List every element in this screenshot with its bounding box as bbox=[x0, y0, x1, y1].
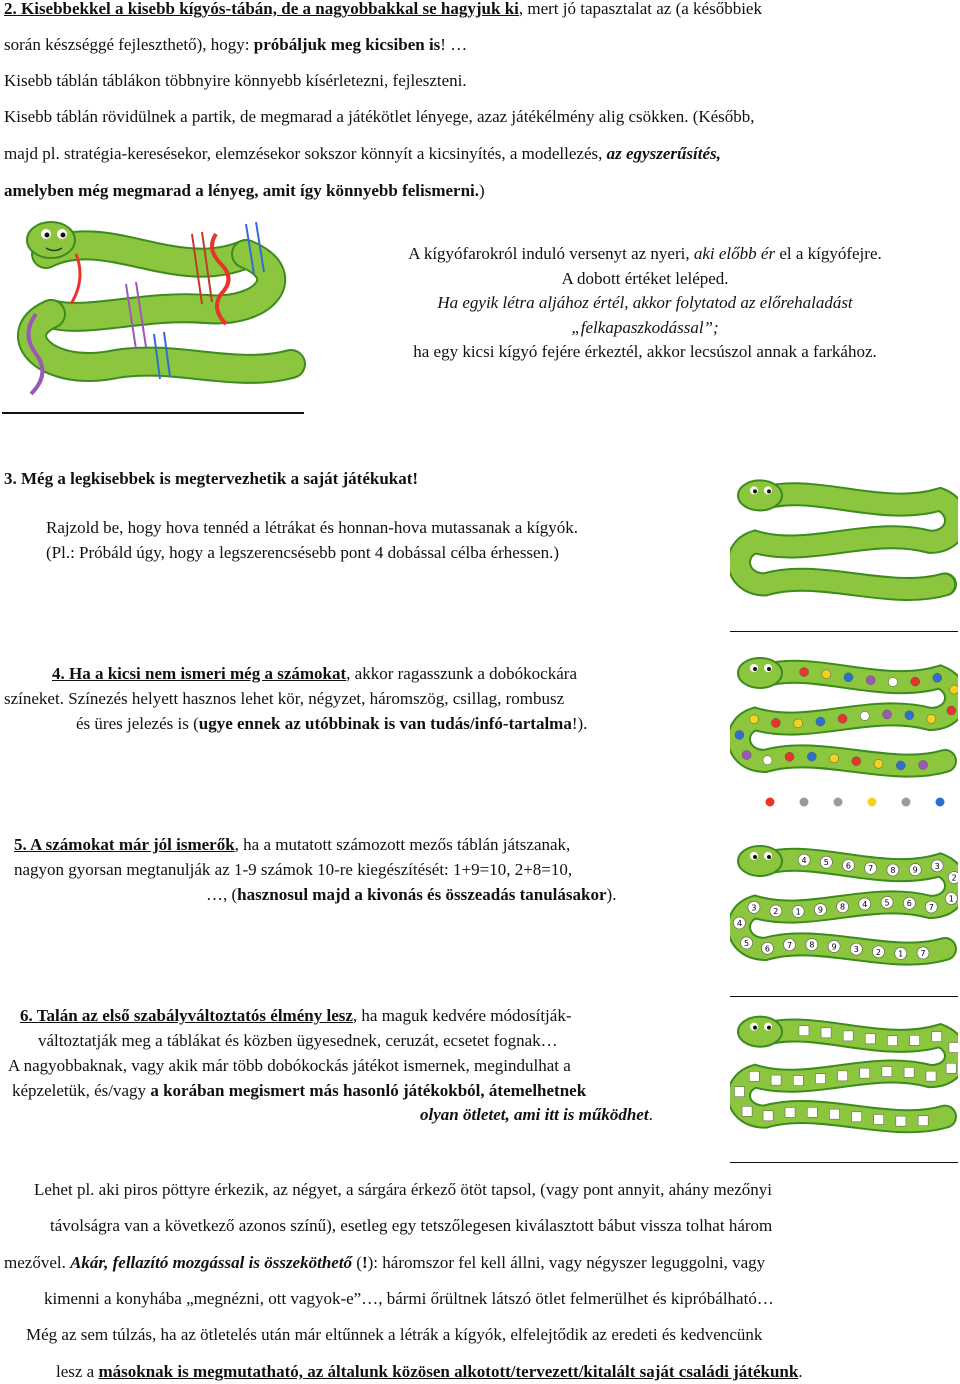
board-dot bbox=[896, 761, 905, 770]
s4-line-1-b: , akkor ragasszunk a dobókockára bbox=[346, 664, 577, 683]
rule-line-4: „felkapaszkodással”; bbox=[571, 318, 719, 337]
board-number: 7 bbox=[786, 940, 793, 950]
s5-line-1-b: , ha a mutatott számozott mezős táblán játszanak, bbox=[234, 835, 571, 854]
s2-line-5-a: majd pl. stratégia-keresésekor, elemzésekor sokszor könnyít a kicsinyítés, a modellezés, bbox=[4, 144, 607, 163]
legend-dot bbox=[766, 798, 775, 807]
board-dot bbox=[919, 760, 928, 769]
board-square bbox=[838, 1071, 848, 1081]
board-square bbox=[918, 1116, 928, 1126]
board-square bbox=[793, 1076, 803, 1086]
s2-line-3: Kisebb táblán táblákon többnyire könnyebb kísérletezni, fejleszteni. bbox=[4, 71, 467, 90]
bottom-line-5: Még az sem túlzás, ha az ötletelés után már eltűnnek a létrák a kígyók, elfelejtődik az eredeti és kedvencünk bbox=[26, 1325, 763, 1344]
s3-title: 3. Még a legkisebbek is megtervezhetik a saját játékukat! bbox=[4, 469, 419, 488]
legend-dot bbox=[902, 798, 911, 807]
board-square bbox=[829, 1109, 839, 1119]
s6-line-1 bbox=[20, 1005, 571, 1027]
board-square bbox=[816, 1074, 826, 1084]
white-squares-board-image bbox=[730, 1000, 958, 1162]
snake-head bbox=[738, 658, 782, 688]
board-number: 6 bbox=[906, 899, 912, 909]
board-number: 2 bbox=[951, 873, 957, 883]
board-number: 3 bbox=[934, 861, 940, 871]
s4-line-3-c: !). bbox=[571, 714, 588, 733]
s6-title: 6. Talán az első szabályváltoztatós élmény lesz bbox=[20, 1006, 353, 1025]
board-dot bbox=[785, 752, 794, 761]
board-dot bbox=[763, 756, 772, 765]
bottom-line-3-e: ): háromszor fel kell állni, vagy négyszer leguggolni, vagy bbox=[367, 1253, 766, 1272]
board-number: 6 bbox=[845, 861, 852, 871]
board-square bbox=[843, 1031, 853, 1041]
board-number: 9 bbox=[831, 942, 837, 952]
board-number: 8 bbox=[890, 865, 896, 875]
snake-pupil bbox=[767, 1026, 771, 1030]
s5-line-3-c: ). bbox=[606, 885, 617, 904]
s2-line-5-b: az egyszerűsítés, bbox=[606, 144, 721, 163]
snakes-ladders-board-image bbox=[6, 214, 306, 396]
board-dot bbox=[860, 711, 869, 720]
board-square bbox=[799, 1026, 809, 1036]
bottom-line-3-c: ( bbox=[352, 1253, 362, 1272]
board-dot bbox=[888, 677, 897, 686]
board-number: 9 bbox=[912, 865, 918, 875]
s5-line-3 bbox=[206, 884, 616, 906]
board-square bbox=[887, 1036, 897, 1046]
board-number: 7 bbox=[868, 864, 874, 874]
board-dot bbox=[933, 673, 942, 682]
board-number: 1 bbox=[795, 907, 801, 917]
board-number: 5 bbox=[884, 898, 890, 908]
s2-line-2 bbox=[4, 34, 467, 56]
s4-line-3 bbox=[76, 713, 587, 735]
board-dot bbox=[816, 717, 825, 726]
board-square bbox=[882, 1067, 892, 1077]
bottom-line-4: kimenni a konyhába „megnézni, ott vagyok-e”…, bármi őrültnek látszó ötlet felmerülhet és kipróbálható… bbox=[44, 1289, 774, 1308]
s2-line-6-a: amelyben még megmarad a lényeg, amit így könnyebb felismerni. bbox=[4, 181, 480, 200]
board-dot bbox=[838, 714, 847, 723]
board-number: 3 bbox=[853, 945, 859, 955]
board-square bbox=[771, 1075, 781, 1085]
board-number: 5 bbox=[744, 938, 750, 948]
rule-1-a: A kígyófarokról induló versenyt az nyeri, bbox=[408, 244, 694, 263]
s4-line-1 bbox=[52, 663, 577, 685]
bottom-line-3 bbox=[4, 1252, 765, 1274]
legend-dot bbox=[800, 798, 809, 807]
legend-dot bbox=[834, 798, 843, 807]
s6-line-4 bbox=[12, 1080, 586, 1102]
board-number: 8 bbox=[840, 902, 846, 912]
s6-line-4-a: képzeletük, és/vagy bbox=[12, 1081, 151, 1100]
s6-line-5-a: olyan ötletet, ami itt is működhet bbox=[420, 1105, 649, 1124]
bottom-line-6-a: lesz a bbox=[56, 1362, 99, 1381]
board-5-underline bbox=[730, 1162, 958, 1163]
s6-line-5-b: . bbox=[648, 1105, 653, 1124]
s6-line-1-b: , ha maguk kedvére módosítják- bbox=[352, 1006, 572, 1025]
bottom-line-2: távolságra van a következő azonos színű), esetleg egy tetszőlegesen kiválasztott bábut vissza tolhat három bbox=[50, 1216, 773, 1235]
board-square bbox=[904, 1067, 914, 1077]
s5-line-3-a: …, ( bbox=[206, 885, 238, 904]
board-number: 7 bbox=[920, 948, 926, 958]
snake-pupil bbox=[753, 667, 757, 671]
board-square bbox=[860, 1068, 870, 1078]
board-number: 3 bbox=[751, 903, 757, 913]
board-dot bbox=[852, 757, 861, 766]
s5-line-3-b: hasznosul majd a kivonás és összeadás tanulásakor bbox=[237, 885, 607, 904]
board-number: 1 bbox=[898, 949, 904, 959]
s2-line-6 bbox=[4, 180, 485, 202]
s3-line-2: (Pl.: Próbáld úgy, hogy a legszerencsésebb pont 4 dobással célba érhessen.) bbox=[46, 543, 560, 562]
board-dot bbox=[905, 711, 914, 720]
bottom-line-6 bbox=[56, 1361, 803, 1383]
snake-pupil bbox=[753, 489, 757, 493]
rule-1-c: el a kígyófejre. bbox=[775, 244, 882, 263]
board-dot bbox=[771, 718, 780, 727]
s2-line-1-rest: , mert jó tapasztalat az (a későbbiek bbox=[518, 0, 762, 18]
board-square bbox=[807, 1107, 817, 1117]
board-square bbox=[949, 1043, 958, 1053]
board-2-underline bbox=[730, 631, 958, 632]
board-square bbox=[932, 1032, 942, 1042]
board-dot bbox=[794, 719, 803, 728]
bottom-line-6-c: . bbox=[798, 1362, 803, 1381]
s2-line-2-b: próbáljuk meg kicsiben is bbox=[253, 35, 441, 54]
board-dot bbox=[742, 750, 751, 759]
board-square bbox=[910, 1035, 920, 1045]
snake-pupil bbox=[767, 667, 771, 671]
s4-line-3-b: ugye ennek az utóbbinak is van tudás/infó-tartalma bbox=[198, 714, 572, 733]
board-square bbox=[874, 1114, 884, 1124]
s2-line-1 bbox=[4, 0, 762, 20]
s2-line-5 bbox=[4, 143, 721, 165]
board-number: 4 bbox=[801, 856, 807, 866]
board-dot bbox=[807, 752, 816, 761]
board-number: 4 bbox=[736, 918, 742, 928]
rule-line-5: ha egy kicsi kígyó fejére érkeztél, akkor lecsúszol annak a farkához. bbox=[413, 342, 877, 361]
rule-line-1 bbox=[330, 243, 960, 265]
board-number: 2 bbox=[875, 947, 882, 957]
bottom-line-1: Lehet pl. aki piros pöttyre érkezik, az négyet, a sárgára érkező ötöt tapsol, (vagy pont annyit, ahány mezőnyi bbox=[34, 1180, 772, 1199]
board-square bbox=[896, 1116, 906, 1126]
board-square bbox=[742, 1106, 752, 1116]
board-dot bbox=[950, 685, 958, 694]
s2-line-4: Kisebb táblán rövidülnek a partik, de megmarad a játékötlet lényege, azaz játékélmény alig csökken. (Később, bbox=[4, 107, 755, 126]
board-dot bbox=[735, 730, 744, 739]
snake-pupil bbox=[767, 855, 771, 859]
snake-pupil bbox=[753, 1026, 757, 1030]
s3-line-1: Rajzold be, hogy hova tennéd a létrákat és honnan-hova mutassanak a kígyók. bbox=[46, 518, 579, 537]
board-number: 6 bbox=[764, 944, 771, 954]
s2-line-6-b: ) bbox=[479, 181, 485, 200]
board-number: 8 bbox=[809, 940, 815, 950]
board-square bbox=[821, 1028, 831, 1038]
s2-line-2-c: ! … bbox=[440, 35, 468, 54]
board-square bbox=[946, 1063, 956, 1073]
colored-dots-board-image bbox=[730, 640, 958, 822]
s4-line-2: színeket. Színezés helyett hasznos lehet kör, négyzet, háromszög, csillag, rombusz bbox=[4, 689, 565, 708]
board-dot bbox=[844, 673, 853, 682]
bottom-line-6-b: másoknak is megmutatható, az általunk közösen alkotott/tervezett/kitalált saját családi játékunk bbox=[98, 1362, 799, 1381]
board-dot bbox=[947, 706, 956, 715]
board-dot bbox=[822, 670, 831, 679]
board-number: 5 bbox=[823, 858, 829, 868]
empty-snake-board-image bbox=[730, 462, 958, 632]
board-dot bbox=[927, 714, 936, 723]
board-4-underline bbox=[730, 996, 958, 997]
board-dot bbox=[911, 677, 920, 686]
s5-title: 5. A számokat már jól ismerők bbox=[14, 835, 235, 854]
board-dot bbox=[874, 759, 883, 768]
s4-title: 4. Ha a kicsi nem ismeri még a számokat bbox=[52, 664, 347, 683]
legend-dot bbox=[868, 798, 877, 807]
board-dot bbox=[749, 715, 758, 724]
snake-head bbox=[738, 846, 782, 876]
board-square bbox=[734, 1087, 744, 1097]
board-square bbox=[926, 1071, 936, 1081]
legend-dot bbox=[936, 798, 945, 807]
snake-head bbox=[738, 1017, 782, 1047]
board-square bbox=[749, 1071, 759, 1081]
rule-1-b: aki előbb ér bbox=[693, 244, 776, 263]
numbered-snake-board-image bbox=[730, 828, 958, 996]
bottom-line-3-a: mezővel. bbox=[4, 1253, 71, 1272]
board-number: 9 bbox=[817, 905, 823, 915]
board-number: 2 bbox=[773, 906, 779, 916]
s6-line-4-b: a korában megismert más hasonló játékokból, átemelhetnek bbox=[150, 1081, 587, 1100]
s5-line-2: nagyon gyorsan megtanulják az 1-9 számok 10-re kiegészítését: 1+9=10, 2+8=10, bbox=[14, 860, 573, 879]
board-number: 4 bbox=[862, 899, 868, 909]
s5-line-1 bbox=[14, 834, 570, 856]
horizontal-divider bbox=[2, 412, 304, 414]
board-square bbox=[852, 1112, 862, 1122]
s6-line-5 bbox=[420, 1104, 653, 1126]
board-square bbox=[865, 1034, 875, 1044]
snake-pupil bbox=[767, 489, 771, 493]
s4-line-3-a: és üres jelezés is ( bbox=[76, 714, 199, 733]
board-dot bbox=[883, 710, 892, 719]
board-dot bbox=[866, 676, 875, 685]
s6-line-2: változtatják meg a táblákat és közben ügyesednek, ceruzát, ecsetet fognak… bbox=[38, 1031, 558, 1050]
board-number: 7 bbox=[928, 902, 934, 912]
board-dot bbox=[800, 668, 809, 677]
rule-line-2: A dobott értéket leléped. bbox=[561, 269, 729, 288]
s6-line-3: A nagyobbaknak, vagy akik már több dobókockás játékot ismernek, megindulhat a bbox=[8, 1056, 571, 1075]
board-square bbox=[763, 1111, 773, 1121]
rule-line-3: Ha egyik létra aljához értél, akkor folytatod az előrehaladást bbox=[437, 293, 853, 312]
board-dot bbox=[830, 754, 839, 763]
snake-pupil bbox=[753, 855, 757, 859]
s2-title: 2. Kisebbekkel a kisebb kígyós-tábán, de a nagyobbakkal se hagyjuk ki bbox=[4, 0, 519, 18]
bottom-line-3-b: Akár, fellazító mozgással is összeköthető bbox=[70, 1253, 353, 1272]
bottom-line-3-d: ! bbox=[361, 1253, 368, 1272]
snake-head bbox=[738, 480, 782, 510]
s2-line-2-a: során készséggé fejleszthető), hogy: bbox=[4, 35, 254, 54]
board-number: 1 bbox=[948, 894, 954, 904]
board-square bbox=[785, 1107, 795, 1117]
